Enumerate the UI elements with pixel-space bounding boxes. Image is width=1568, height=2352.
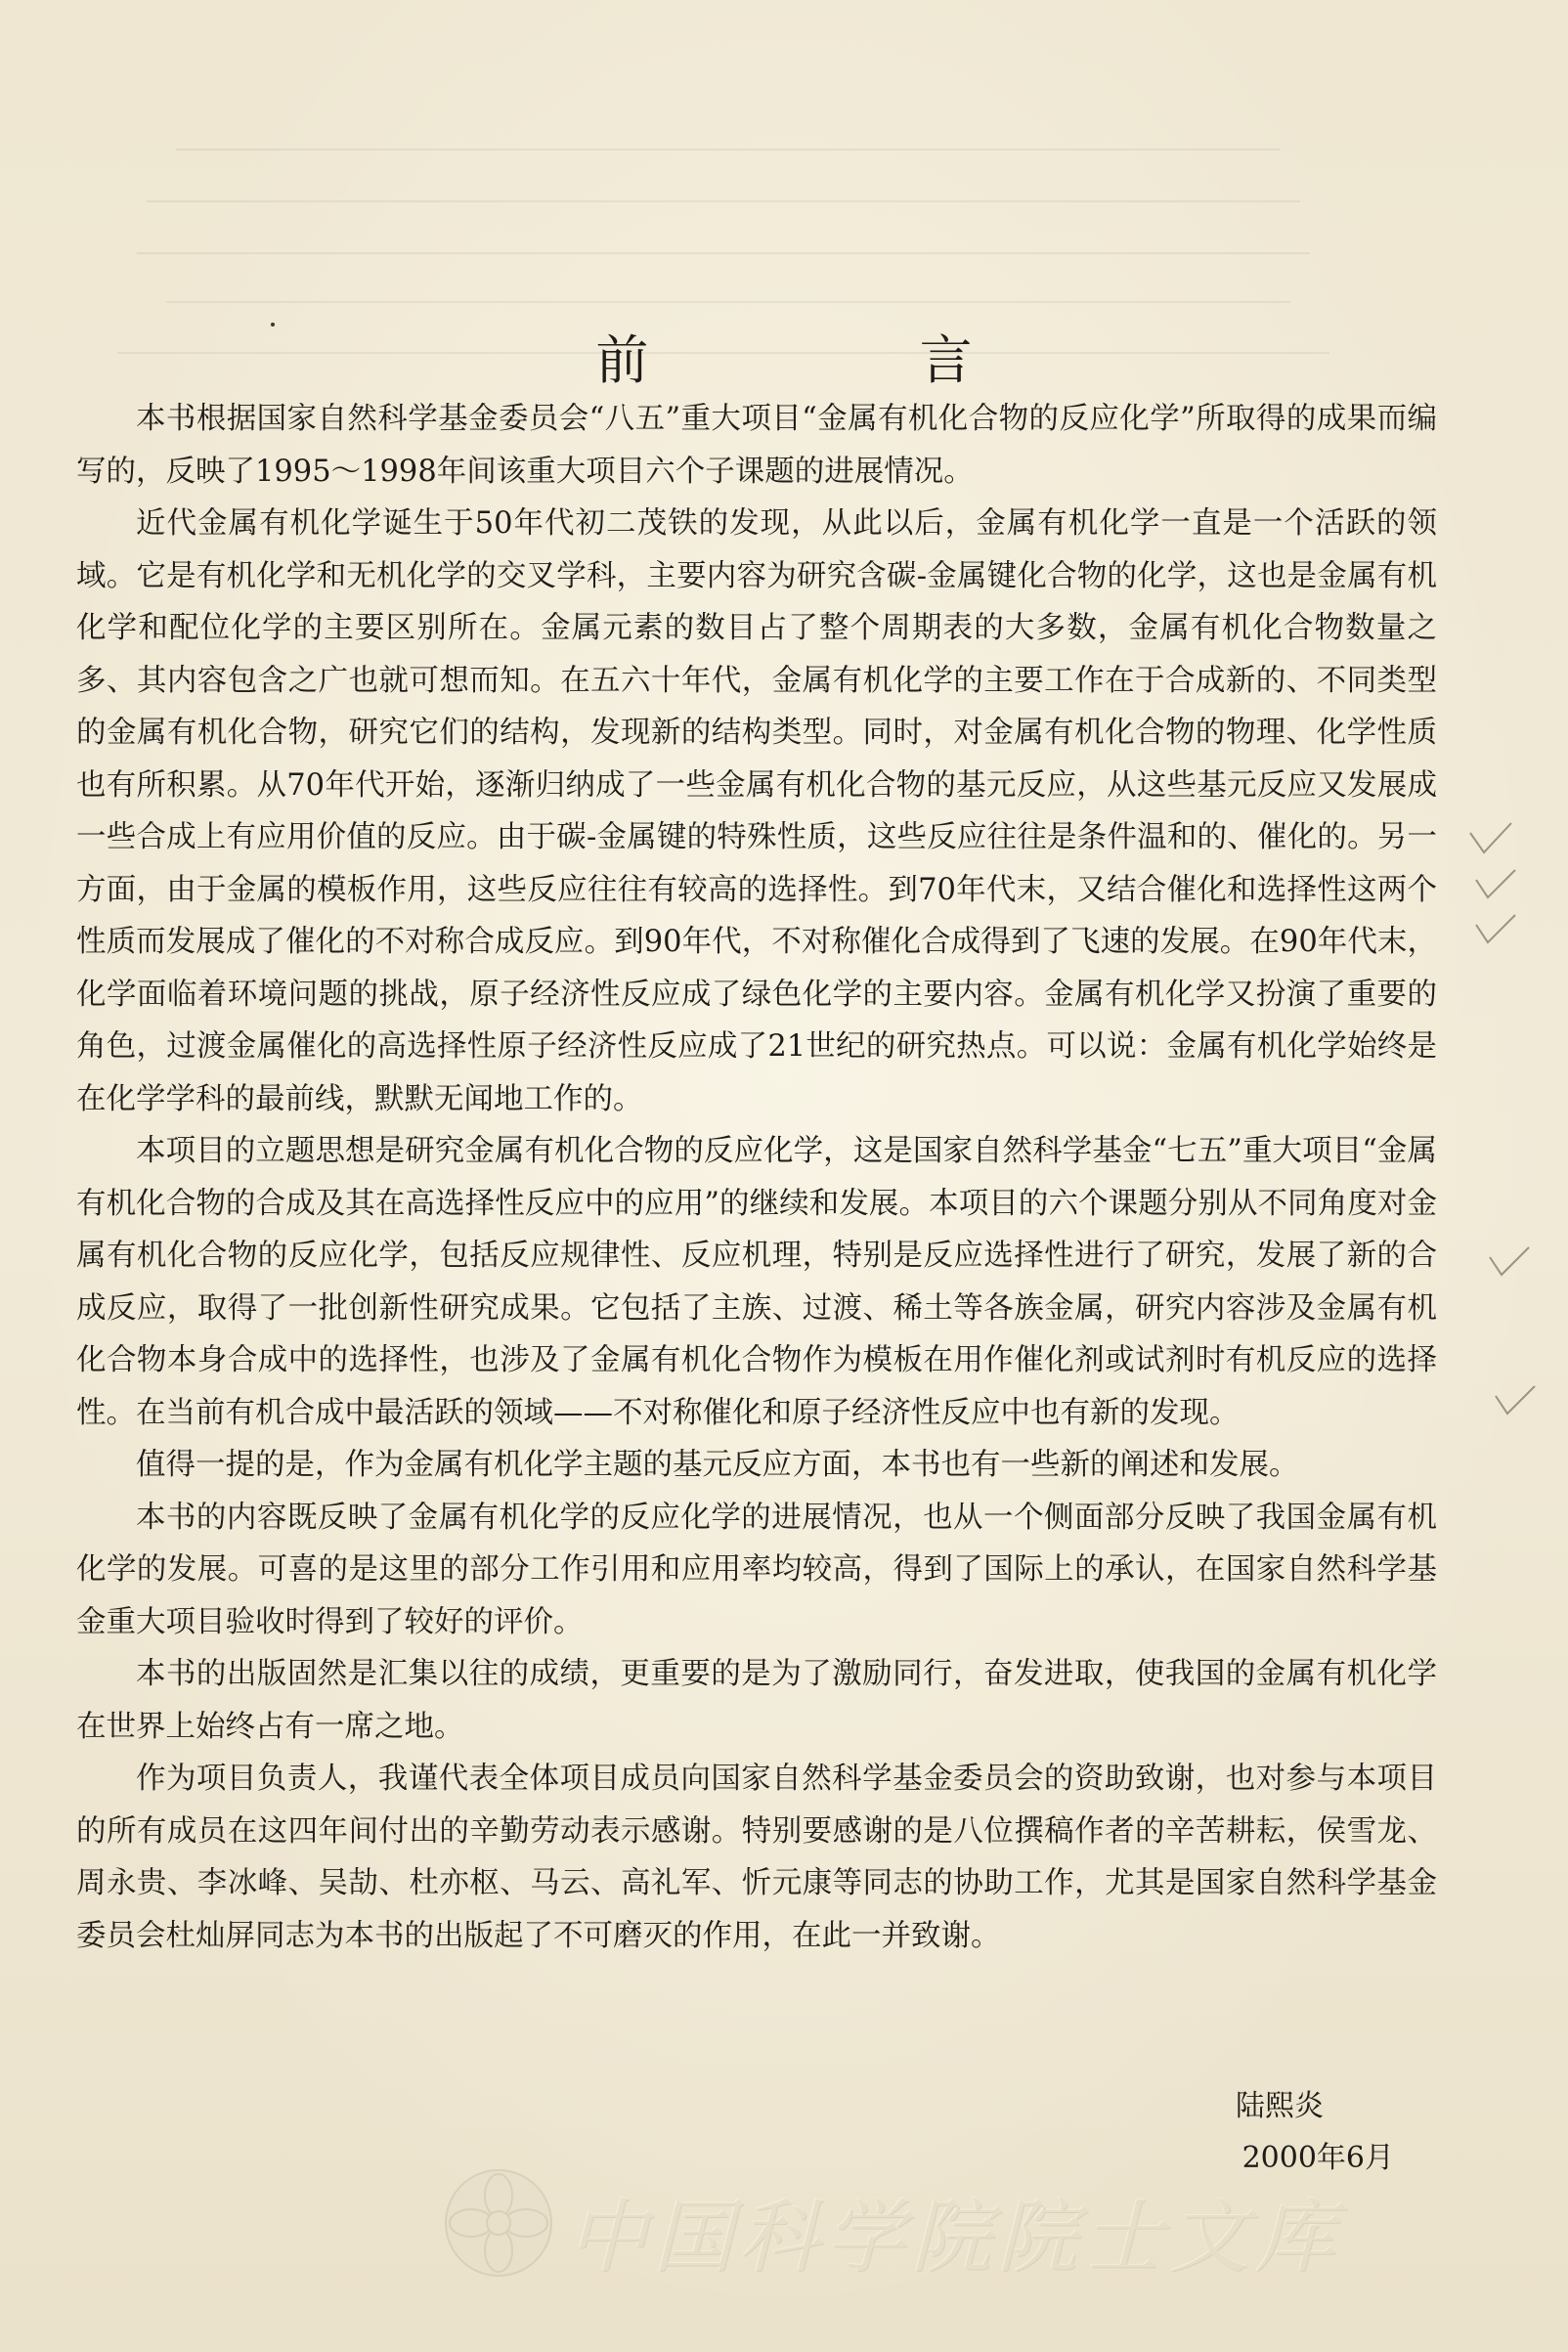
paragraph: 近代金属有机化学诞生于50年代初二茂铁的发现，从此以后，金属有机化学一直是一个活跃的领域。它是有机化学和无机化学的交叉学科，主要内容为研究含碳-金属键化合物的化学，这也是金属有机化学和配位化学的主要区别所在。金属元素的数目占了整个周期表的大多数，金属有机化合物数量之多、其内容包含之广也就可想而知。在五六十年代，金属有机化学的主要工作在于合成新的、不同类型的金属有机化合物，研究它们的结构，发现新的结构类型。同时，对金属有机化合物的物理、化学性质也有所积累。从70年代开始，逐渐归纳成了一些金属有机化合物的基元反应，从这些基元反应又发展成一些合成上有应用价值的反应。由于碳-金属键的特殊性质，这些反应往往是条件温和的、催化的。另一方面，由于金属的模板作用，这些反应往往有较高的选择性。到70年代末，又结合催化和选择性这两个性质而发展成了催化的不对称合成反应。到90年代，不对称催化合成得到了飞速的发展。在90年代末，化学面临着环境问题的挑战，原子经济性反应成了绿色化学的主要内容。金属有机化学又扮演了重要的角色，过渡金属催化的高选择性原子经济性反应成了21世纪的研究热点。可以说：金属有机化学始终是在化学学科的最前线，默默无闻地工作的。 xyxy=(76,506,1437,1116)
paragraph: 本项目的立题思想是研究金属有机化合物的反应化学，这是国家自然科学基金“七五”重大项目“金属有机化合物的合成及其在高选择性反应中的应用”的继续和发展。本项目的六个课题分别从不同角度对金属有机化合物的反应化学，包括反应规律性、反应机理，特别是反应选择性进行了研究，发展了新的合成反应，取得了一批创新性研究成果。它包括了主族、过渡、稀土等各族金属，研究内容涉及金属有机化合物本身合成中的选择性，也涉及了金属有机化合物作为模板在用作催化剂或试剂时有机反应的选择性。在当前有机合成中最活跃的领域——不对称催化和原子经济性反应中也有新的发现。 xyxy=(76,1134,1437,1430)
page-title: 前 言 xyxy=(595,329,1100,392)
paragraph: 本书根据国家自然科学基金委员会“八五”重大项目“金属有机化合物的反应化学”所取得的成果而编写的，反映了1995～1998年间该重大项目六个子课题的进展情况。 xyxy=(76,402,1437,489)
bleed-through-line xyxy=(147,200,1300,202)
pencil-checkmark-icon xyxy=(1466,819,1515,858)
pencil-checkmark-icon xyxy=(1472,909,1521,948)
preface-body xyxy=(76,393,1437,1962)
paragraph: 值得一提的是，作为金属有机化学主题的基元反应方面，本书也有一些新的阐述和发展。 xyxy=(136,1448,1299,1482)
paragraph: 本书的出版固然是汇集以往的成绩，更重要的是为了激励同行，奋发进取，使我国的金属有机化学在世界上始终占有一席之地。 xyxy=(76,1657,1437,1744)
paragraph: 作为项目负责人，我谨代表全体项目成员向国家自然科学基金委员会的资助致谢，也对参与本项目的所有成员在这四年间付出的辛勤劳动表示感谢。特别要感谢的是八位撰稿作者的辛苦耕耘，侯雪龙、周永贵、李冰峰、吴劼、杜亦枢、马云、高礼军、忻元康等同志的协助工作，尤其是国家自然科学基金委员会杜灿屏同志为本书的出版起了不可磨灭的作用，在此一并致谢。 xyxy=(76,1762,1437,1953)
signature-date: 2000年6月 xyxy=(1241,2141,1394,2175)
bleed-through-line xyxy=(166,301,1290,303)
paragraph: 本书的内容既反映了金属有机化学的反应化学的进展情况，也从一个侧面部分反映了我国金属有机化学的发展。可喜的是这里的部分工作引用和应用率均较高，得到了国际上的承认，在国家自然科学基金重大项目验收时得到了较好的评价。 xyxy=(76,1500,1437,1639)
pencil-checkmark-icon xyxy=(1472,864,1521,903)
watermark xyxy=(440,2160,1341,2287)
pencil-checkmark-icon xyxy=(1486,1241,1535,1281)
pencil-checkmark-icon xyxy=(1492,1380,1541,1419)
bleed-through-line xyxy=(176,149,1281,151)
bleed-through-line xyxy=(137,252,1310,254)
signature-block xyxy=(1236,2080,1394,2184)
author-name: 陆熙炎 xyxy=(1236,2089,1324,2123)
watermark-text: 中国科学院院士文库 xyxy=(567,2192,1341,2285)
academy-flower-emblem-icon xyxy=(440,2164,557,2282)
